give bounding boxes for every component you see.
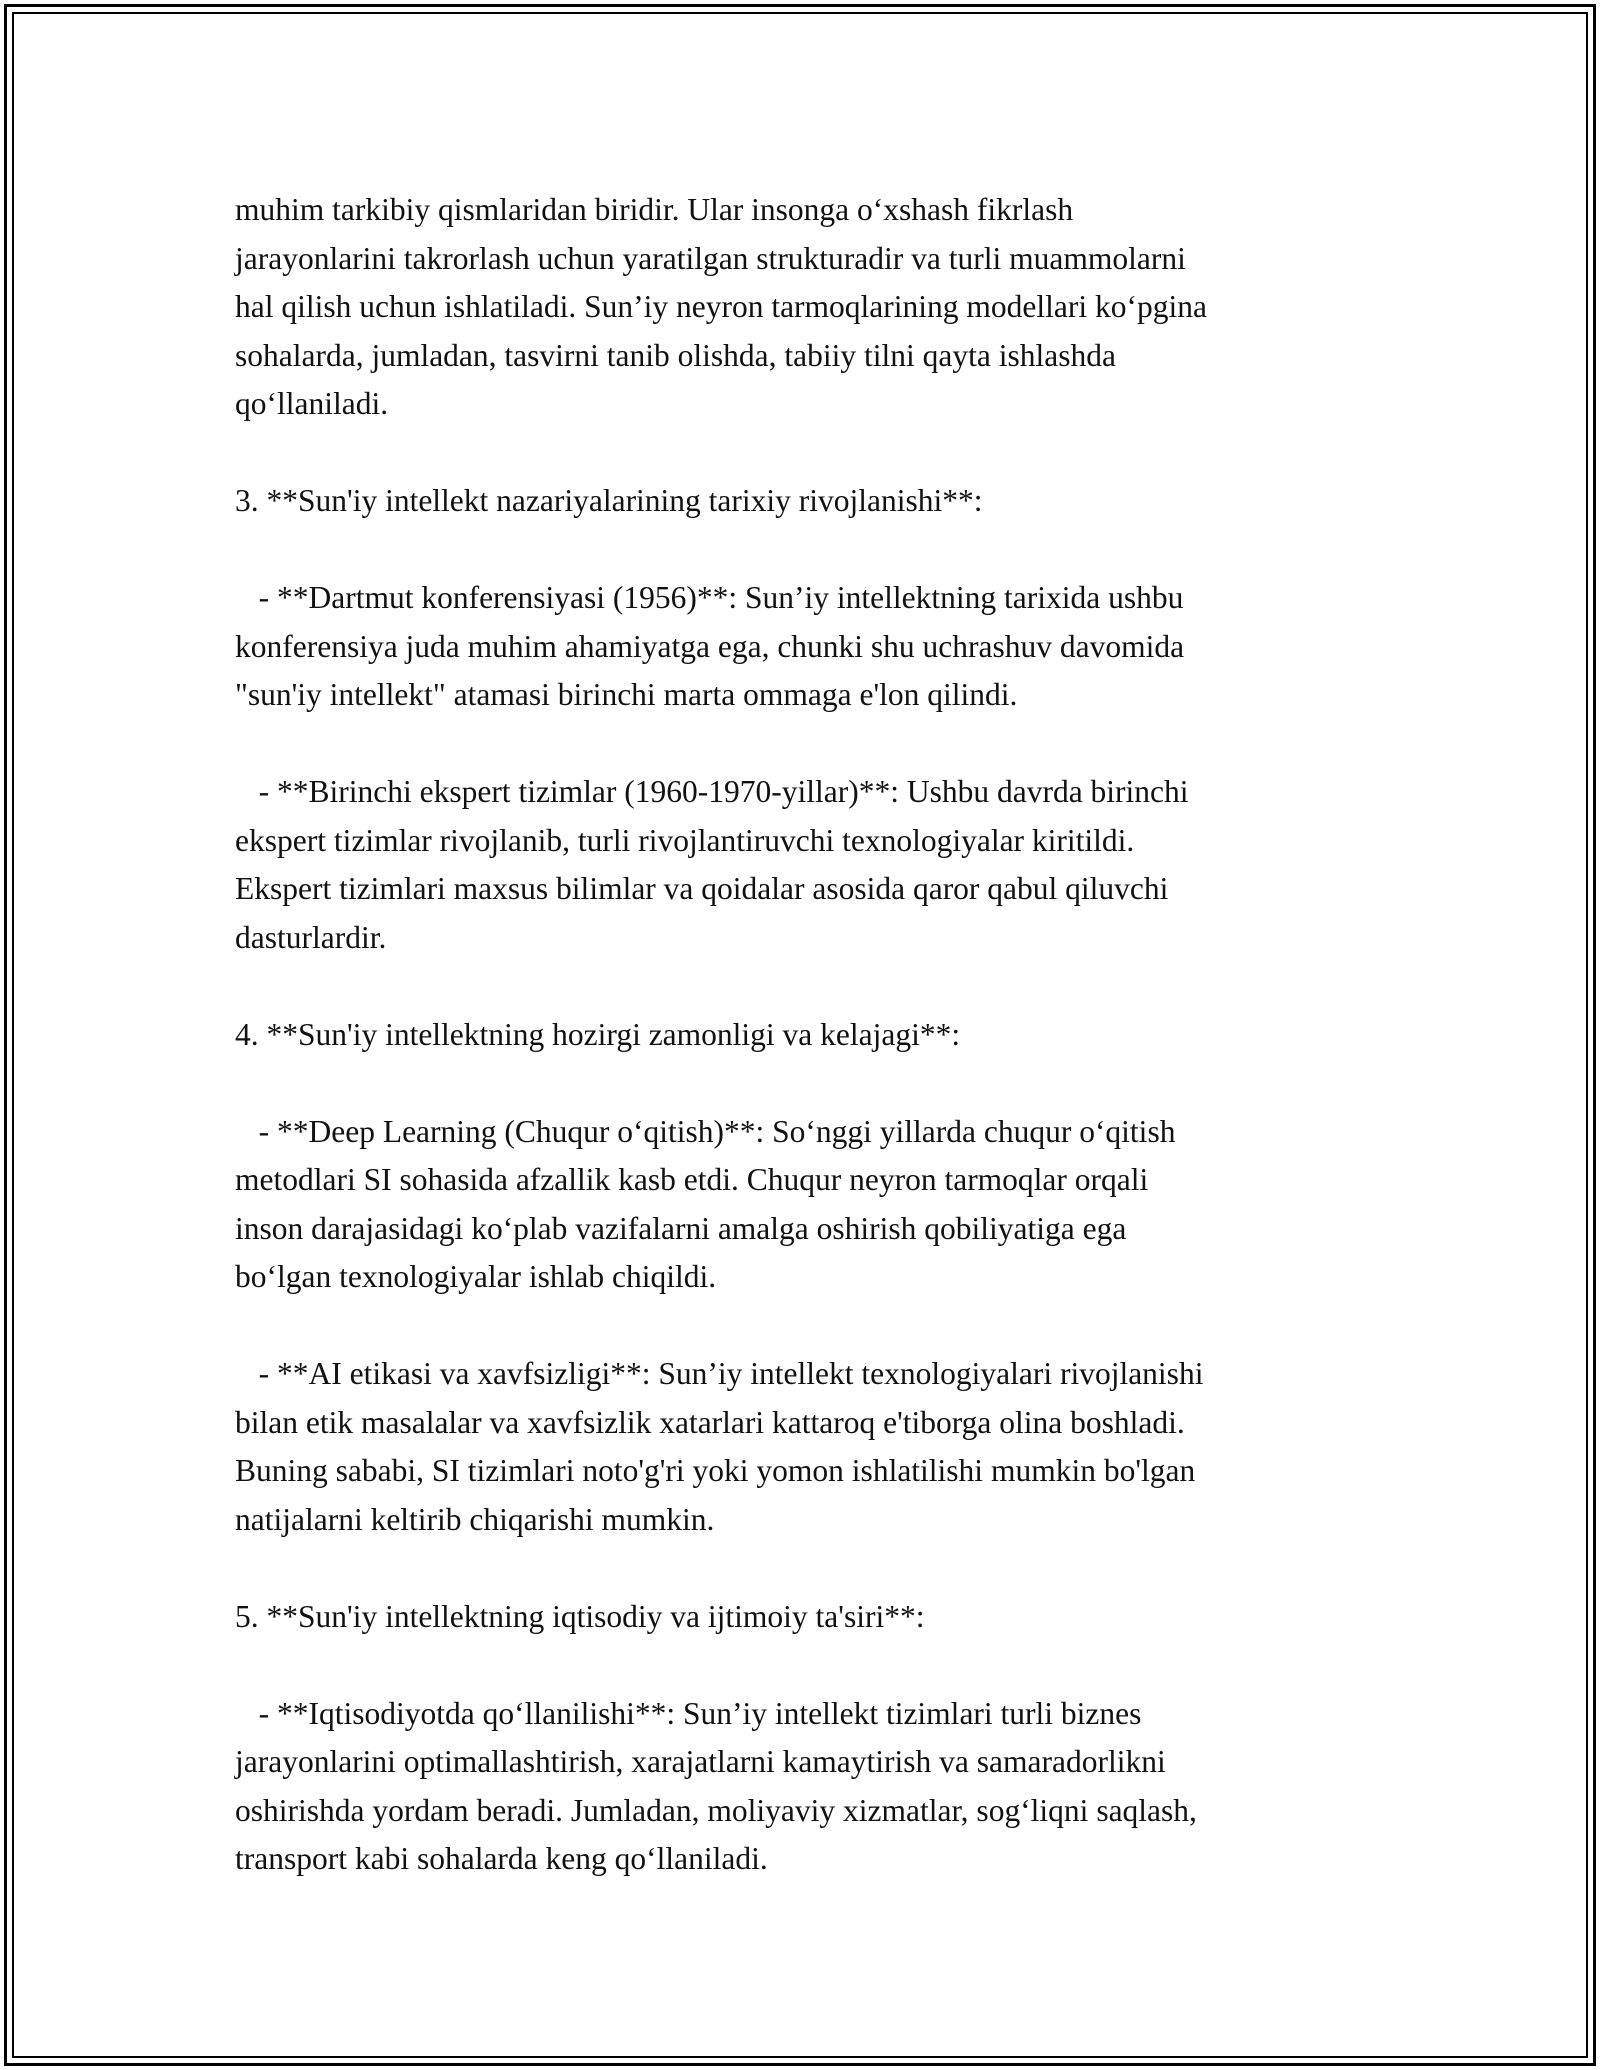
text-line: konferensiya juda muhim ahamiyatga ega, chunki shu uchrashuv davomida: [235, 628, 1185, 664]
text-line: muhim tarkibiy qismlaridan biridir. Ular insonga o‘xshash fikrlash: [235, 192, 1074, 227]
section-heading-4: [235, 1011, 1385, 1060]
text-line: - **Iqtisodiyotda qo‘llanilishi**: Sun’iy intellekt tizimlari turli biznes: [235, 1695, 1142, 1731]
list-item-expert-systems: [235, 768, 1385, 962]
text-line: 3. **Sun'iy intellekt nazariyalarining tarixiy rivojlanishi**:: [235, 483, 983, 518]
text-line: qo‘llaniladi.: [235, 386, 389, 421]
document-body: [235, 186, 1385, 1884]
text-line: oshirishda yordam beradi. Jumladan, moliyaviy xizmatlar, sog‘liqni saqlash,: [235, 1792, 1197, 1828]
paragraph-neural-networks: [235, 186, 1385, 429]
text-line: jarayonlarini optimallashtirish, xarajatlarni kamaytirish va samaradorlikni: [235, 1744, 1166, 1779]
text-line: inson darajasidagi ko‘plab vazifalarni amalga oshirish qobiliyatiga ega: [235, 1210, 1127, 1246]
text-line: Buning sababi, SI tizimlari noto'g'ri yoki yomon ishlatilishi mumkin bo'lgan: [235, 1453, 1196, 1488]
section-heading-3: [235, 477, 1385, 526]
text-line: bo‘lgan texnologiyalar ishlab chiqildi.: [235, 1259, 717, 1294]
text-line: jarayonlarini takrorlash uchun yaratilgan strukturadir va turli muammolarni: [235, 240, 1186, 276]
text-line: transport kabi sohalarda keng qo‘llaniladi.: [235, 1841, 768, 1876]
list-item-economy: [235, 1690, 1385, 1884]
text-line: ekspert tizimlar rivojlanib, turli rivojlantiruvchi texnologiyalar kiritildi.: [235, 822, 1135, 858]
text-line: natijalarni keltirib chiqarishi mumkin.: [235, 1501, 715, 1537]
list-item-deep-learning: [235, 1108, 1385, 1302]
text-line: metodlari SI sohasida afzallik kasb etdi. Chuqur neyron tarmoqlar orqali: [235, 1162, 1149, 1197]
list-item-ai-ethics: [235, 1350, 1385, 1544]
text-line: bilan etik masalalar va xavfsizlik xatarlari kattaroq e'tiborga olina boshladi.: [235, 1404, 1185, 1440]
text-line: - **AI etikasi va xavfsizligi**: Sun’iy intellekt texnologiyalari rivojlanishi: [235, 1356, 1204, 1391]
list-item-dartmouth: [235, 574, 1385, 720]
text-line: 5. **Sun'iy intellektning iqtisodiy va ijtimoiy ta'siri**:: [235, 1598, 925, 1634]
text-line: dasturlardir.: [235, 919, 387, 955]
text-line: - **Birinchi ekspert tizimlar (1960-1970-yillar)**: Ushbu davrda birinchi: [235, 774, 1189, 809]
text-line: - **Deep Learning (Chuqur o‘qitish)**: So‘nggi yillarda chuqur o‘qitish: [235, 1113, 1176, 1149]
text-line: hal qilish uchun ishlatiladi. Sun’iy neyron tarmoqlarining modellari ko‘pgina: [235, 289, 1207, 324]
text-line: sohalarda, jumladan, tasvirni tanib olishda, tabiiy tilni qayta ishlashda: [235, 337, 1116, 373]
text-line: 4. **Sun'iy intellektning hozirgi zamonligi va kelajagi**:: [235, 1016, 961, 1052]
text-line: - **Dartmut konferensiyasi (1956)**: Sun’iy intellektning tarixida ushbu: [235, 580, 1184, 615]
text-line: Ekspert tizimlari maxsus bilimlar va qoidalar asosida qaror qabul qiluvchi: [235, 871, 1169, 906]
text-line: "sun'iy intellekt" atamasi birinchi marta ommaga e'lon qilindi.: [235, 677, 1018, 712]
section-heading-5: [235, 1593, 1385, 1642]
